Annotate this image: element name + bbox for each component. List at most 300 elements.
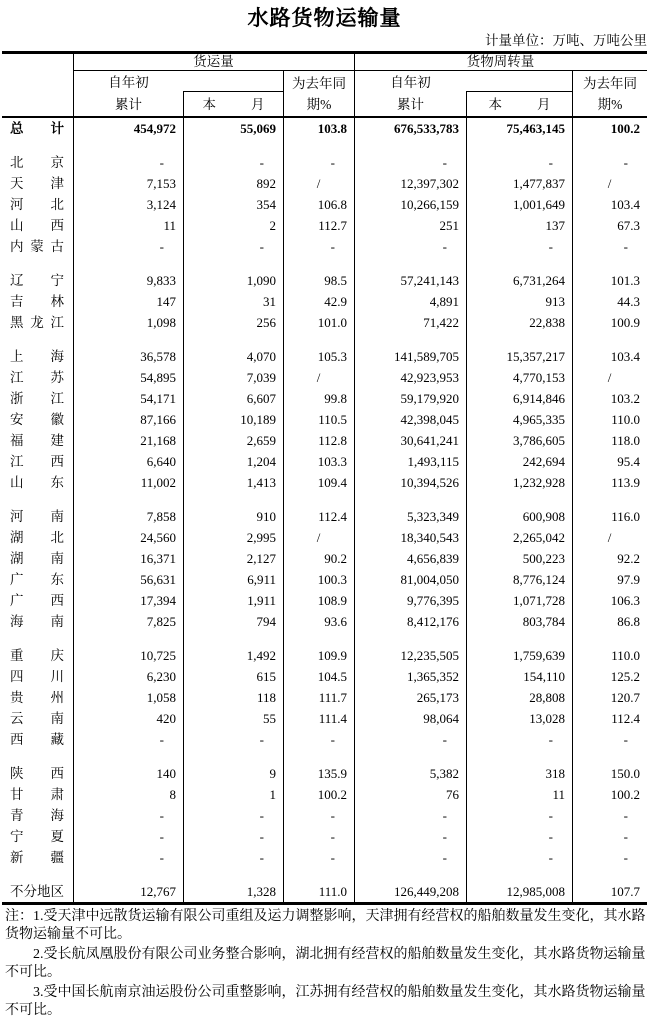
yoy-volume-cell: 100.2 — [317, 787, 347, 802]
yoy-volume-cell: / — [316, 530, 321, 545]
yoy-volume-cell: - — [330, 732, 335, 747]
cumulative-turnover-cell: 5,323,349 — [407, 509, 459, 524]
cumulative-volume-cell: 24,560 — [140, 530, 176, 545]
region-name-cell — [2, 729, 73, 750]
cumulative-turnover-cell: 12,235,505 — [400, 648, 459, 663]
table-row — [2, 708, 647, 729]
cumulative-volume-cell: 36,578 — [140, 349, 176, 364]
cumulative-turnover-cell: 265,173 — [416, 690, 459, 705]
table-row — [2, 784, 647, 805]
month-turnover-cell: 6,914,846 — [513, 391, 565, 406]
cumulative-volume-cell: - — [159, 808, 164, 823]
cumulative-turnover-cell: - — [442, 850, 447, 865]
cumulative-turnover-cell: - — [442, 155, 447, 170]
yoy-volume-cell: 109.9 — [317, 648, 347, 663]
region-name-cell — [2, 367, 73, 388]
month-turnover-cell: 1,759,639 — [513, 648, 565, 663]
cumulative-turnover-cell: 9,776,395 — [407, 593, 459, 608]
yoy-volume-cell: - — [330, 850, 335, 865]
yoy-turnover-cell: 95.4 — [617, 454, 640, 469]
cumulative-turnover-cell: 1,493,115 — [407, 454, 459, 469]
cumulative-volume-cell: 11,002 — [140, 475, 176, 490]
table-row — [2, 729, 647, 750]
cumulative-turnover-cell: 1,365,352 — [407, 669, 459, 684]
cumulative-turnover-cell: 676,533,783 — [394, 121, 459, 136]
region-name-cell — [2, 388, 73, 409]
cumulative-volume-cell: 6,230 — [146, 669, 176, 684]
column-divider — [354, 118, 355, 902]
month-turnover-cell: 1,071,728 — [513, 593, 565, 608]
table-row — [2, 430, 647, 451]
yoy-volume-cell: 90.2 — [324, 551, 347, 566]
cumulative-turnover-cell: 10,266,159 — [400, 197, 459, 212]
cumulative-turnover-cell: 42,398,045 — [400, 412, 459, 427]
month-turnover-cell: 11 — [552, 787, 565, 802]
region-name-cell — [2, 451, 73, 472]
table-row — [2, 451, 647, 472]
header-this-month-right — [466, 91, 572, 116]
header-yoy-left: 为去年同期% — [292, 76, 346, 112]
header-cumulative-left — [74, 71, 183, 116]
region-name: 陕西 — [10, 766, 64, 781]
table-row — [2, 826, 647, 847]
region-name: 江西 — [10, 454, 64, 469]
cumulative-volume-cell: - — [159, 829, 164, 844]
region-name-cell — [2, 784, 73, 805]
region-name-cell — [2, 590, 73, 611]
region-name: 贵州 — [10, 690, 64, 705]
region-name-cell — [2, 569, 73, 590]
region-name: 天津 — [10, 176, 64, 191]
month-volume-cell: - — [259, 155, 264, 170]
table-row — [2, 548, 647, 569]
yoy-turnover-cell: 67.3 — [617, 218, 640, 233]
region-name-cell — [2, 430, 73, 451]
month-turnover-cell: 500,223 — [522, 551, 565, 566]
table-row — [2, 590, 647, 611]
cumulative-volume-cell: - — [159, 732, 164, 747]
month-volume-cell: 1,328 — [246, 884, 276, 899]
header-since-year-start: 自年初 — [108, 75, 149, 90]
cumulative-turnover-cell: - — [442, 239, 447, 254]
table-row — [2, 881, 647, 902]
group-spacer — [2, 493, 647, 506]
cumulative-turnover-cell: 141,589,705 — [394, 349, 459, 364]
group-spacer — [2, 632, 647, 645]
yoy-turnover-cell: / — [607, 176, 612, 191]
region-name: 重庆 — [10, 648, 64, 663]
region-name: 新疆 — [10, 850, 64, 865]
month-volume-cell: 10,189 — [240, 412, 276, 427]
yoy-volume-cell: 93.6 — [324, 614, 347, 629]
region-name-cell — [2, 173, 73, 194]
month-volume-cell: - — [259, 829, 264, 844]
header-cumulative: 累计 — [115, 97, 142, 112]
yoy-volume-cell: 106.8 — [317, 197, 347, 212]
header-cumulative: 累计 — [397, 97, 424, 112]
region-name: 甘肃 — [10, 787, 64, 802]
month-volume-cell: 1,204 — [246, 454, 276, 469]
region-name: 安徽 — [10, 412, 64, 427]
month-volume-cell: 31 — [263, 294, 276, 309]
cumulative-volume-cell: 87,166 — [140, 412, 176, 427]
yoy-volume-cell: 111.4 — [318, 711, 347, 726]
month-turnover-cell: - — [548, 239, 553, 254]
region-name-cell — [2, 312, 73, 333]
header-cumulative-right — [355, 71, 466, 116]
region-name-cell — [2, 805, 73, 826]
yoy-turnover-cell: 97.9 — [617, 572, 640, 587]
region-name: 山西 — [10, 218, 64, 233]
group-spacer — [2, 333, 647, 346]
cumulative-turnover-cell: 126,449,208 — [394, 884, 459, 899]
month-turnover-cell: 8,776,124 — [513, 572, 565, 587]
month-turnover-cell: 15,357,217 — [506, 349, 565, 364]
month-turnover-cell: 4,965,335 — [513, 412, 565, 427]
table-row — [2, 291, 647, 312]
yoy-volume-cell: 103.3 — [317, 454, 347, 469]
header-freight-volume: 货运量 — [73, 54, 354, 71]
region-name: 湖北 — [10, 530, 64, 545]
month-volume-cell: 1,090 — [246, 273, 276, 288]
yoy-turnover-cell: 100.2 — [610, 787, 640, 802]
region-name-cell — [2, 409, 73, 430]
table-row — [2, 367, 647, 388]
cumulative-volume-cell: - — [159, 155, 164, 170]
cumulative-volume-cell: 7,825 — [146, 614, 176, 629]
table-row — [2, 611, 647, 632]
yoy-volume-cell: 135.9 — [317, 766, 347, 781]
month-volume-cell: 1,911 — [247, 593, 276, 608]
month-turnover-cell: 1,232,928 — [513, 475, 565, 490]
region-name-cell — [2, 826, 73, 847]
month-turnover-cell: - — [548, 808, 553, 823]
cumulative-volume-cell: 6,640 — [146, 454, 176, 469]
region-name-cell — [2, 527, 73, 548]
region-name-cell — [2, 346, 73, 367]
region-name: 总计 — [10, 121, 64, 136]
yoy-volume-cell: 104.5 — [317, 669, 347, 684]
region-name-cell — [2, 118, 73, 139]
cumulative-volume-cell: 1,098 — [146, 315, 176, 330]
group-spacer — [2, 868, 647, 881]
region-name: 福建 — [10, 433, 64, 448]
yoy-volume-cell: - — [330, 808, 335, 823]
yoy-turnover-cell: 107.7 — [610, 884, 640, 899]
cumulative-volume-cell: 16,371 — [140, 551, 176, 566]
cumulative-turnover-cell: 57,241,143 — [400, 273, 459, 288]
cumulative-volume-cell: 7,153 — [146, 176, 176, 191]
yoy-volume-cell: 108.9 — [317, 593, 347, 608]
region-name-cell — [2, 847, 73, 868]
yoy-volume-cell: 112.7 — [318, 218, 347, 233]
table-row — [2, 805, 647, 826]
month-volume-cell: 1,492 — [246, 648, 276, 663]
month-turnover-cell: 913 — [545, 294, 565, 309]
yoy-turnover-cell: - — [623, 732, 628, 747]
month-volume-cell: 9 — [269, 766, 276, 781]
column-divider — [283, 118, 284, 902]
column-divider — [572, 118, 573, 902]
yoy-turnover-cell: 100.2 — [610, 121, 640, 136]
cumulative-turnover-cell: 5,382 — [429, 766, 459, 781]
region-name: 云南 — [10, 711, 64, 726]
footnote-2: 2.受长航凤凰股份有限公司业务整合影响，湖北拥有经营权的船舶数量发生变化，其水路货物运输量不可比。 — [5, 947, 646, 980]
yoy-volume-cell: 98.5 — [324, 273, 347, 288]
yoy-volume-cell: 42.9 — [324, 294, 347, 309]
month-volume-cell: 7,039 — [246, 370, 276, 385]
yoy-turnover-cell: / — [607, 530, 612, 545]
cumulative-volume-cell: 12,767 — [140, 884, 176, 899]
month-volume-cell: 6,911 — [247, 572, 276, 587]
cumulative-volume-cell: 21,168 — [140, 433, 176, 448]
yoy-turnover-cell: 125.2 — [610, 669, 640, 684]
table-row — [2, 506, 647, 527]
yoy-volume-cell: 111.7 — [318, 690, 347, 705]
yoy-turnover-cell: - — [623, 829, 628, 844]
region-name-cell — [2, 763, 73, 784]
cumulative-turnover-cell: - — [442, 808, 447, 823]
table-row — [2, 409, 647, 430]
cumulative-turnover-cell: 98,064 — [423, 711, 459, 726]
month-volume-cell: - — [259, 239, 264, 254]
month-volume-cell: 794 — [256, 614, 276, 629]
month-turnover-cell: 13,028 — [529, 711, 565, 726]
region-name-cell — [2, 881, 73, 902]
region-name: 辽宁 — [10, 273, 64, 288]
month-turnover-cell: 2,265,042 — [513, 530, 565, 545]
header-freight-turnover: 货物周转量 — [354, 54, 647, 71]
header-yoy-right: 为去年同期% — [583, 76, 637, 112]
cumulative-turnover-cell: 42,923,953 — [400, 370, 459, 385]
table-row — [2, 236, 647, 257]
yoy-volume-cell: / — [316, 370, 321, 385]
cumulative-volume-cell: 17,394 — [140, 593, 176, 608]
yoy-turnover-cell: 103.4 — [610, 197, 640, 212]
month-volume-cell: - — [259, 732, 264, 747]
month-turnover-cell: 12,985,008 — [506, 884, 565, 899]
column-divider — [73, 118, 74, 902]
region-name: 江苏 — [10, 370, 64, 385]
yoy-volume-cell: - — [330, 239, 335, 254]
yoy-volume-cell: 109.4 — [317, 475, 347, 490]
region-name: 吉林 — [10, 294, 64, 309]
region-name-cell — [2, 194, 73, 215]
footnote-1: 注：1.受天津中远散货运输有限公司重组及运力调整影响，天津拥有经营权的船舶数量发生变化，其水路货物运输量不可比。 — [5, 909, 646, 942]
table-row — [2, 215, 647, 236]
freight-table — [2, 51, 647, 905]
table-row — [2, 270, 647, 291]
yoy-turnover-cell: - — [623, 808, 628, 823]
cumulative-turnover-cell: - — [442, 829, 447, 844]
month-volume-cell: 1 — [269, 787, 276, 802]
region-name-cell — [2, 270, 73, 291]
cumulative-turnover-cell: 10,394,526 — [400, 475, 459, 490]
yoy-turnover-cell: 120.7 — [610, 690, 640, 705]
yoy-turnover-cell: 86.8 — [617, 614, 640, 629]
month-volume-cell: - — [259, 808, 264, 823]
month-volume-cell: 2,127 — [246, 551, 276, 566]
month-turnover-cell: 803,784 — [522, 614, 565, 629]
region-name: 黑龙江 — [10, 315, 64, 330]
group-spacer — [2, 257, 647, 270]
month-turnover-cell: 3,786,605 — [513, 433, 565, 448]
table-row — [2, 472, 647, 493]
cumulative-volume-cell: 56,631 — [140, 572, 176, 587]
yoy-turnover-cell: - — [623, 239, 628, 254]
region-name: 不分地区 — [10, 884, 64, 899]
cumulative-volume-cell: 147 — [156, 294, 176, 309]
yoy-volume-cell: 110.5 — [318, 412, 347, 427]
yoy-turnover-cell: - — [623, 155, 628, 170]
cumulative-volume-cell: 7,858 — [146, 509, 176, 524]
cumulative-turnover-cell: 8,412,176 — [407, 614, 459, 629]
cumulative-turnover-cell: 59,179,920 — [400, 391, 459, 406]
header-this-month-label: 本月 — [202, 97, 265, 112]
yoy-turnover-cell: 110.0 — [611, 412, 640, 427]
cumulative-turnover-cell: 12,397,302 — [400, 176, 459, 191]
header-since-year-start: 自年初 — [390, 75, 431, 90]
month-turnover-cell: 242,694 — [522, 454, 565, 469]
cumulative-turnover-cell: 251 — [439, 218, 459, 233]
table-row — [2, 645, 647, 666]
region-name-cell — [2, 472, 73, 493]
group-spacer — [2, 750, 647, 763]
cumulative-volume-cell: 54,171 — [140, 391, 176, 406]
table-row — [2, 763, 647, 784]
month-volume-cell: 55 — [263, 711, 276, 726]
cumulative-volume-cell: - — [159, 850, 164, 865]
table-row — [2, 312, 647, 333]
month-turnover-cell: 1,001,649 — [513, 197, 565, 212]
month-volume-cell: 118 — [256, 690, 276, 705]
month-volume-cell: 4,070 — [246, 349, 276, 364]
yoy-turnover-cell: 103.2 — [610, 391, 640, 406]
table-row — [2, 388, 647, 409]
yoy-turnover-cell: - — [623, 850, 628, 865]
month-volume-cell: 256 — [256, 315, 276, 330]
month-volume-cell: 6,607 — [246, 391, 276, 406]
cumulative-turnover-cell: 71,422 — [423, 315, 459, 330]
month-turnover-cell: 28,808 — [529, 690, 565, 705]
yoy-turnover-cell: 103.4 — [610, 349, 640, 364]
region-name: 上海 — [10, 349, 64, 364]
region-name-cell — [2, 666, 73, 687]
table-row — [2, 346, 647, 367]
month-volume-cell: 615 — [256, 669, 276, 684]
yoy-turnover-cell: / — [607, 370, 612, 385]
region-name: 河南 — [10, 509, 64, 524]
region-name-cell — [2, 611, 73, 632]
month-volume-cell: 1,413 — [246, 475, 276, 490]
yoy-turnover-cell: 44.3 — [617, 294, 640, 309]
yoy-volume-cell: - — [330, 155, 335, 170]
region-name: 北京 — [10, 155, 64, 170]
cumulative-turnover-cell: 4,656,839 — [407, 551, 459, 566]
yoy-volume-cell: 112.8 — [318, 433, 347, 448]
yoy-turnover-cell: 92.2 — [617, 551, 640, 566]
month-turnover-cell: 22,838 — [529, 315, 565, 330]
cumulative-volume-cell: 3,124 — [146, 197, 176, 212]
yoy-volume-cell: 101.0 — [317, 315, 347, 330]
table-body — [2, 118, 647, 902]
table-row — [2, 194, 647, 215]
month-turnover-cell: 4,770,153 — [513, 370, 565, 385]
header-this-month-left — [183, 91, 283, 116]
cumulative-volume-cell: 420 — [156, 711, 176, 726]
month-volume-cell: 2 — [269, 218, 276, 233]
month-turnover-cell: 600,908 — [522, 509, 565, 524]
region-name: 内蒙古 — [10, 239, 64, 254]
yoy-volume-cell: 105.3 — [317, 349, 347, 364]
cumulative-volume-cell: 454,972 — [133, 121, 176, 136]
region-name: 山东 — [10, 475, 64, 490]
yoy-volume-cell: 99.8 — [324, 391, 347, 406]
footnotes — [5, 908, 647, 1020]
month-volume-cell: 910 — [256, 509, 276, 524]
yoy-turnover-cell: 113.9 — [611, 475, 640, 490]
table-row — [2, 687, 647, 708]
month-volume-cell: 55,069 — [240, 121, 276, 136]
month-turnover-cell: 1,477,837 — [513, 176, 565, 191]
yoy-volume-cell: 103.8 — [317, 121, 347, 136]
cumulative-turnover-cell: 30,641,241 — [400, 433, 459, 448]
yoy-turnover-cell: 101.3 — [610, 273, 640, 288]
month-turnover-cell: - — [548, 850, 553, 865]
yoy-turnover-cell: 150.0 — [610, 766, 640, 781]
region-name-cell — [2, 548, 73, 569]
month-turnover-cell: 318 — [545, 766, 565, 781]
region-name-cell — [2, 506, 73, 527]
region-name: 河北 — [10, 197, 64, 212]
yoy-turnover-cell: 118.0 — [611, 433, 640, 448]
cumulative-volume-cell: 11 — [163, 218, 176, 233]
header-this-month-label: 本月 — [488, 97, 551, 112]
region-name: 西藏 — [10, 732, 64, 747]
table-header — [2, 51, 647, 118]
cumulative-volume-cell: 8 — [169, 787, 176, 802]
month-turnover-cell: 6,731,264 — [513, 273, 565, 288]
month-volume-cell: 354 — [256, 197, 276, 212]
yoy-turnover-cell: 100.9 — [610, 315, 640, 330]
yoy-turnover-cell: 116.0 — [611, 509, 640, 524]
yoy-volume-cell: 111.0 — [318, 884, 347, 899]
region-name: 广西 — [10, 593, 64, 608]
footnote-3: 3.受中国长航南京油运股份公司重整影响，江苏拥有经营权的船舶数量发生变化，其水路货物运输量不可比。 — [5, 985, 646, 1018]
month-turnover-cell: - — [548, 829, 553, 844]
region-name-cell — [2, 645, 73, 666]
month-turnover-cell: - — [548, 155, 553, 170]
yoy-turnover-cell: 112.4 — [611, 711, 640, 726]
region-name-cell — [2, 687, 73, 708]
table-row — [2, 118, 647, 139]
cumulative-volume-cell: 10,725 — [140, 648, 176, 663]
region-name-cell — [2, 291, 73, 312]
cumulative-volume-cell: 140 — [156, 766, 176, 781]
cumulative-turnover-cell: 18,340,543 — [400, 530, 459, 545]
month-volume-cell: 2,995 — [246, 530, 276, 545]
month-turnover-cell: 154,110 — [523, 669, 565, 684]
table-row — [2, 569, 647, 590]
yoy-volume-cell: / — [316, 176, 321, 191]
region-name-cell — [2, 215, 73, 236]
region-name: 海南 — [10, 614, 64, 629]
cumulative-turnover-cell: 4,891 — [429, 294, 459, 309]
table-row — [2, 666, 647, 687]
cumulative-turnover-cell: - — [442, 732, 447, 747]
month-turnover-cell: 75,463,145 — [506, 121, 565, 136]
region-name: 宁夏 — [10, 829, 64, 844]
